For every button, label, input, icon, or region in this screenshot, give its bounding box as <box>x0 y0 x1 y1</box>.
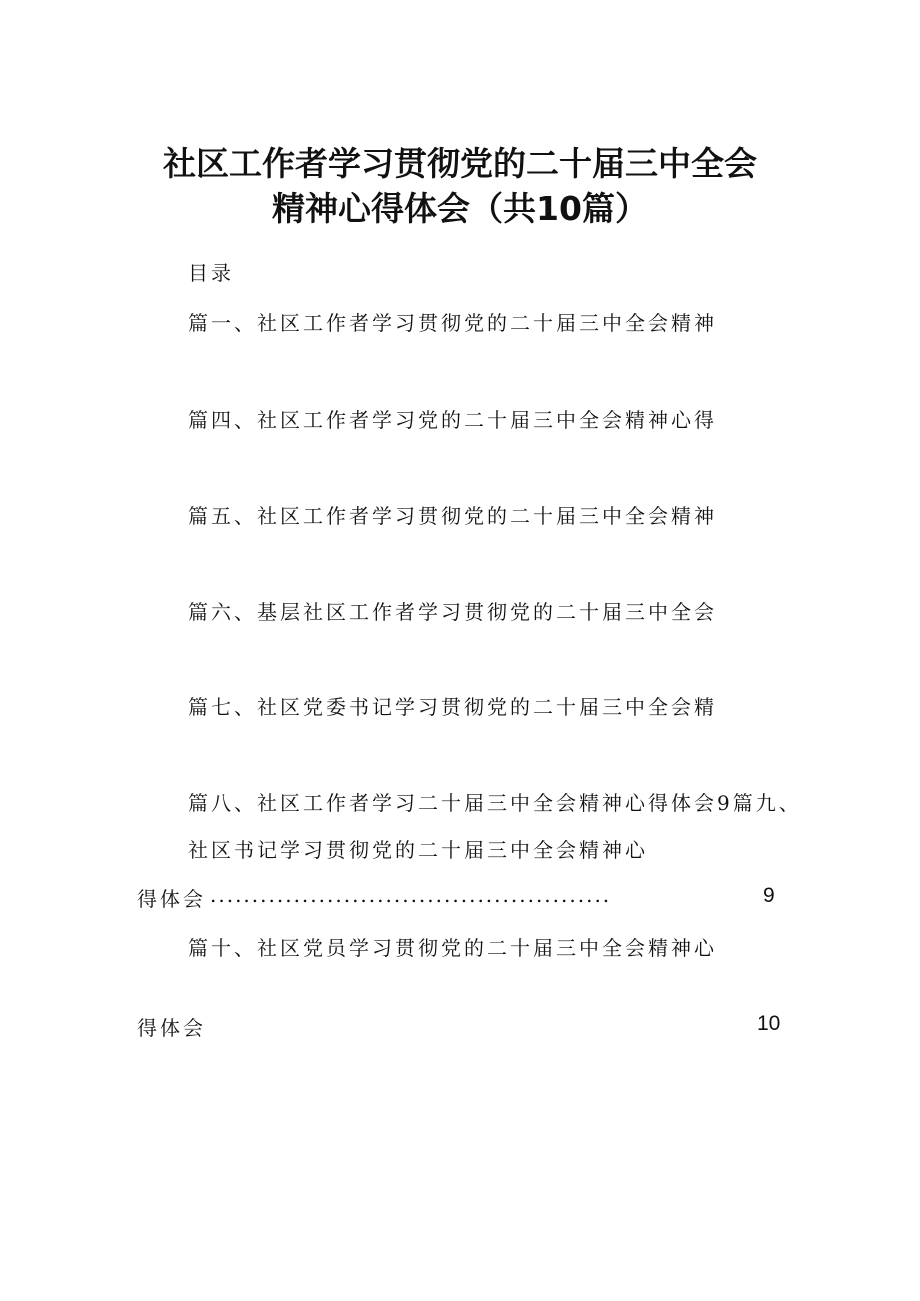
toc-page-number: 9 <box>763 884 775 907</box>
toc-entry-9-line-2[interactable]: 得体会 <box>137 887 206 911</box>
toc-entry-8[interactable]: 篇八、社区工作者学习二十届三中全会精神心得体会9篇九、 <box>188 791 802 815</box>
toc-entry-10-line-2[interactable]: 得体会 <box>137 1016 206 1040</box>
toc-entry-1[interactable]: 篇一、社区工作者学习贯彻党的二十届三中全会精神 <box>188 311 717 335</box>
toc-entry-4[interactable]: 篇四、社区工作者学习党的二十届三中全会精神心得 <box>188 408 717 432</box>
toc-page-number: 10 <box>757 1012 781 1035</box>
document-title-line-1: 社区工作者学习贯彻党的二十届三中全会 <box>163 144 757 183</box>
toc-entry-10-line-1[interactable]: 篇十、社区党员学习贯彻党的二十届三中全会精神心 <box>188 936 717 960</box>
toc-entry-7[interactable]: 篇七、社区党委书记学习贯彻党的二十届三中全会精 <box>188 695 717 719</box>
document-title-line-2: 精神心得体会（共10篇） <box>272 189 648 228</box>
toc-leader-dots: ................................................ <box>210 883 612 907</box>
toc-entry-9-line-1[interactable]: 社区书记学习贯彻党的二十届三中全会精神心 <box>188 838 648 862</box>
toc-heading: 目录 <box>188 261 234 285</box>
toc-entry-5[interactable]: 篇五、社区工作者学习贯彻党的二十届三中全会精神 <box>188 504 717 528</box>
toc-entry-6[interactable]: 篇六、基层社区工作者学习贯彻党的二十届三中全会 <box>188 600 717 624</box>
